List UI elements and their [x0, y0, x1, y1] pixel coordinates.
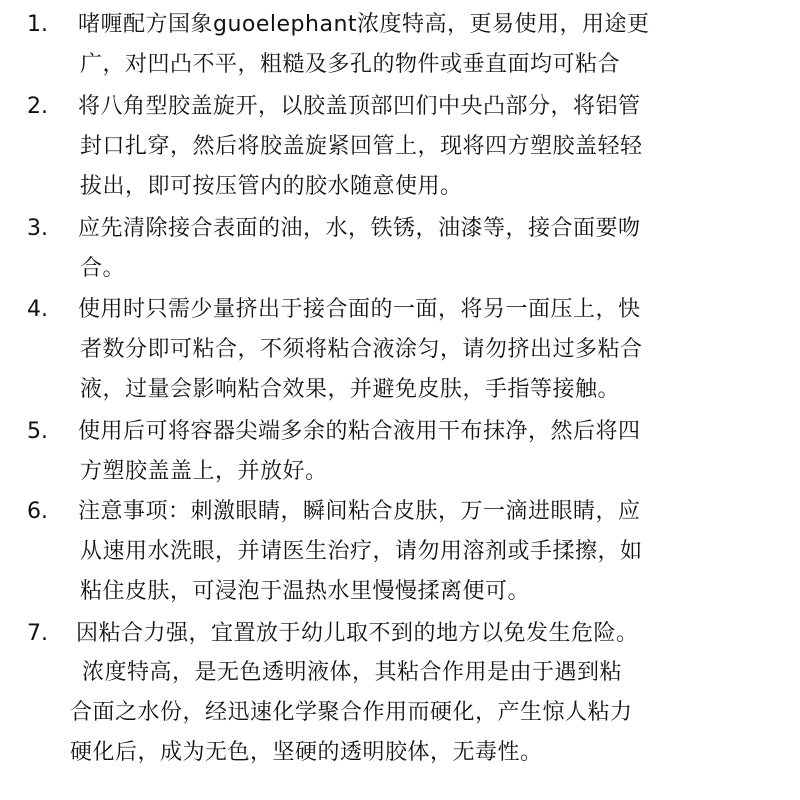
item-number: 6. [27, 499, 48, 524]
item-number: 3. [27, 216, 48, 241]
list-item-7 [0, 614, 800, 654]
paragraph-line: 浓度特高，是无色透明液体，其粘合作用是由于遇到粘 [82, 660, 623, 685]
item-line: 拔出，即可按压管内的胶水随意使用。 [80, 174, 463, 199]
item-text [78, 87, 778, 207]
item-line: 使用时只需少量挤出于接合面的一面，将另一面压上，快 [78, 297, 641, 322]
list-item-1 [0, 5, 800, 85]
item-line: 广，对凹凸不平，粗糙及多孔的物件或垂直面均可粘合 [80, 52, 621, 77]
item-text [78, 492, 778, 612]
item-number: 4. [27, 297, 48, 322]
item-line: 因粘合力强，宜置放于幼儿取不到的地方以免发生危险。 [76, 621, 639, 646]
item-line: 啫喱配方国象guoelephant浓度特高，更易使用，用途更 [78, 12, 650, 37]
list-item-6 [0, 492, 800, 612]
item-line: 将八角型胶盖旋开，以胶盖顶部凹们中央凸部分，将铝管 [78, 94, 641, 119]
item-text [76, 614, 776, 654]
list-item-5 [0, 412, 800, 492]
paragraph-line: 合面之水份，经迅速化学聚合作用而硬化，产生惊人粘力 [70, 700, 633, 725]
item-number: 5. [27, 419, 48, 444]
item-text [78, 209, 778, 289]
item-line: 者数分即可粘合，不须将粘合液涂匀，请勿挤出过多粘合 [80, 337, 643, 362]
item-text [78, 5, 778, 85]
item-line: 合。 [80, 256, 126, 281]
item-line: 应先清除接合表面的油，水，铁锈，油漆等，接合面要吻 [78, 216, 641, 241]
description-paragraph [70, 653, 790, 773]
item-line: 封口扎穿，然后将胶盖旋紧回管上，现将四方塑胶盖轻轻 [80, 134, 643, 159]
item-line: 从速用水洗眼，并请医生治疗，请勿用溶剂或手揉擦，如 [80, 539, 643, 564]
item-line: 注意事项：刺激眼睛，瞬间粘合皮肤，万一滴进眼睛，应 [78, 499, 641, 524]
item-line: 液，过量会影响粘合效果，并避免皮肤，手指等接触。 [80, 377, 621, 402]
list-item-3 [0, 209, 800, 289]
item-text [78, 290, 778, 410]
paragraph-line: 硬化后，成为无色，坚硬的透明胶体，无毒性。 [70, 740, 543, 765]
item-number: 7. [27, 621, 48, 646]
item-line: 使用后可将容器尖端多余的粘合液用干布抹净，然后将四 [78, 419, 641, 444]
item-number: 1. [27, 12, 48, 37]
list-item-4 [0, 290, 800, 410]
item-line: 粘住皮肤，可浸泡于温热水里慢慢揉离便可。 [80, 579, 531, 604]
item-text [78, 412, 778, 492]
list-item-2 [0, 87, 800, 207]
item-number: 2. [27, 94, 48, 119]
item-line: 方塑胶盖盖上，并放好。 [80, 459, 328, 484]
